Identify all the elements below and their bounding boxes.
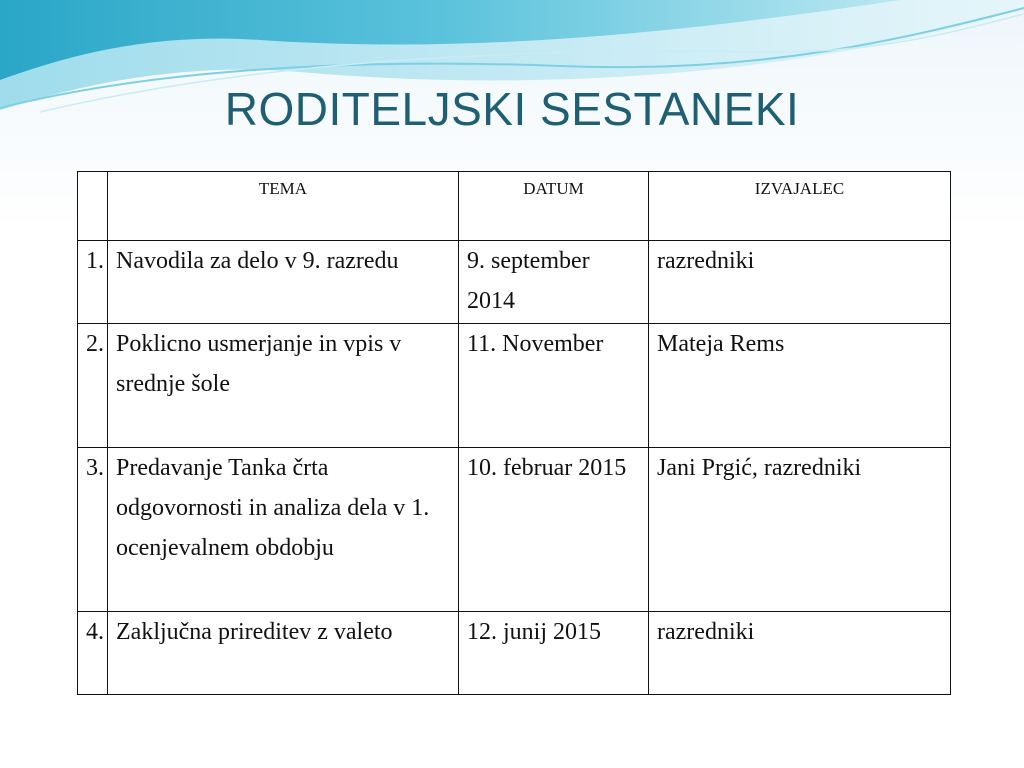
row-izvajalec: Mateja Rems [649, 324, 951, 448]
row-izvajalec: Jani Prgić, razredniki [649, 448, 951, 612]
table-row [78, 324, 951, 448]
row-datum: 10. februar 2015 [459, 448, 649, 612]
row-izvajalec: razredniki [649, 612, 951, 695]
table-row [78, 241, 951, 324]
row-number: 1. [78, 241, 108, 324]
header-izvajalec: IZVAJALEC [649, 172, 951, 241]
table-row [78, 448, 951, 612]
row-datum: 9. september 2014 [459, 241, 649, 324]
slide-title: RODITELJSKI SESTANEKI [224, 83, 800, 135]
row-tema: Poklicno usmerjanje in vpis v srednje šole [108, 324, 459, 448]
table-header-row [78, 172, 951, 241]
row-tema: Predavanje Tanka črta odgovornosti in analiza dela v 1. ocenjevalnem obdobju [108, 448, 459, 612]
row-izvajalec: razredniki [649, 241, 951, 324]
row-number: 3. [78, 448, 108, 612]
table-row [78, 612, 951, 695]
row-datum: 11. November [459, 324, 649, 448]
header-tema: TEMA [108, 172, 459, 241]
row-tema: Zaključna prireditev z valeto [108, 612, 459, 695]
row-tema: Navodila za delo v 9. razredu [108, 241, 459, 324]
row-datum: 12. junij 2015 [459, 612, 649, 695]
schedule-table [77, 171, 951, 695]
row-number: 2. [78, 324, 108, 448]
header-datum: DATUM [459, 172, 649, 241]
header-number [78, 172, 108, 241]
row-number: 4. [78, 612, 108, 695]
